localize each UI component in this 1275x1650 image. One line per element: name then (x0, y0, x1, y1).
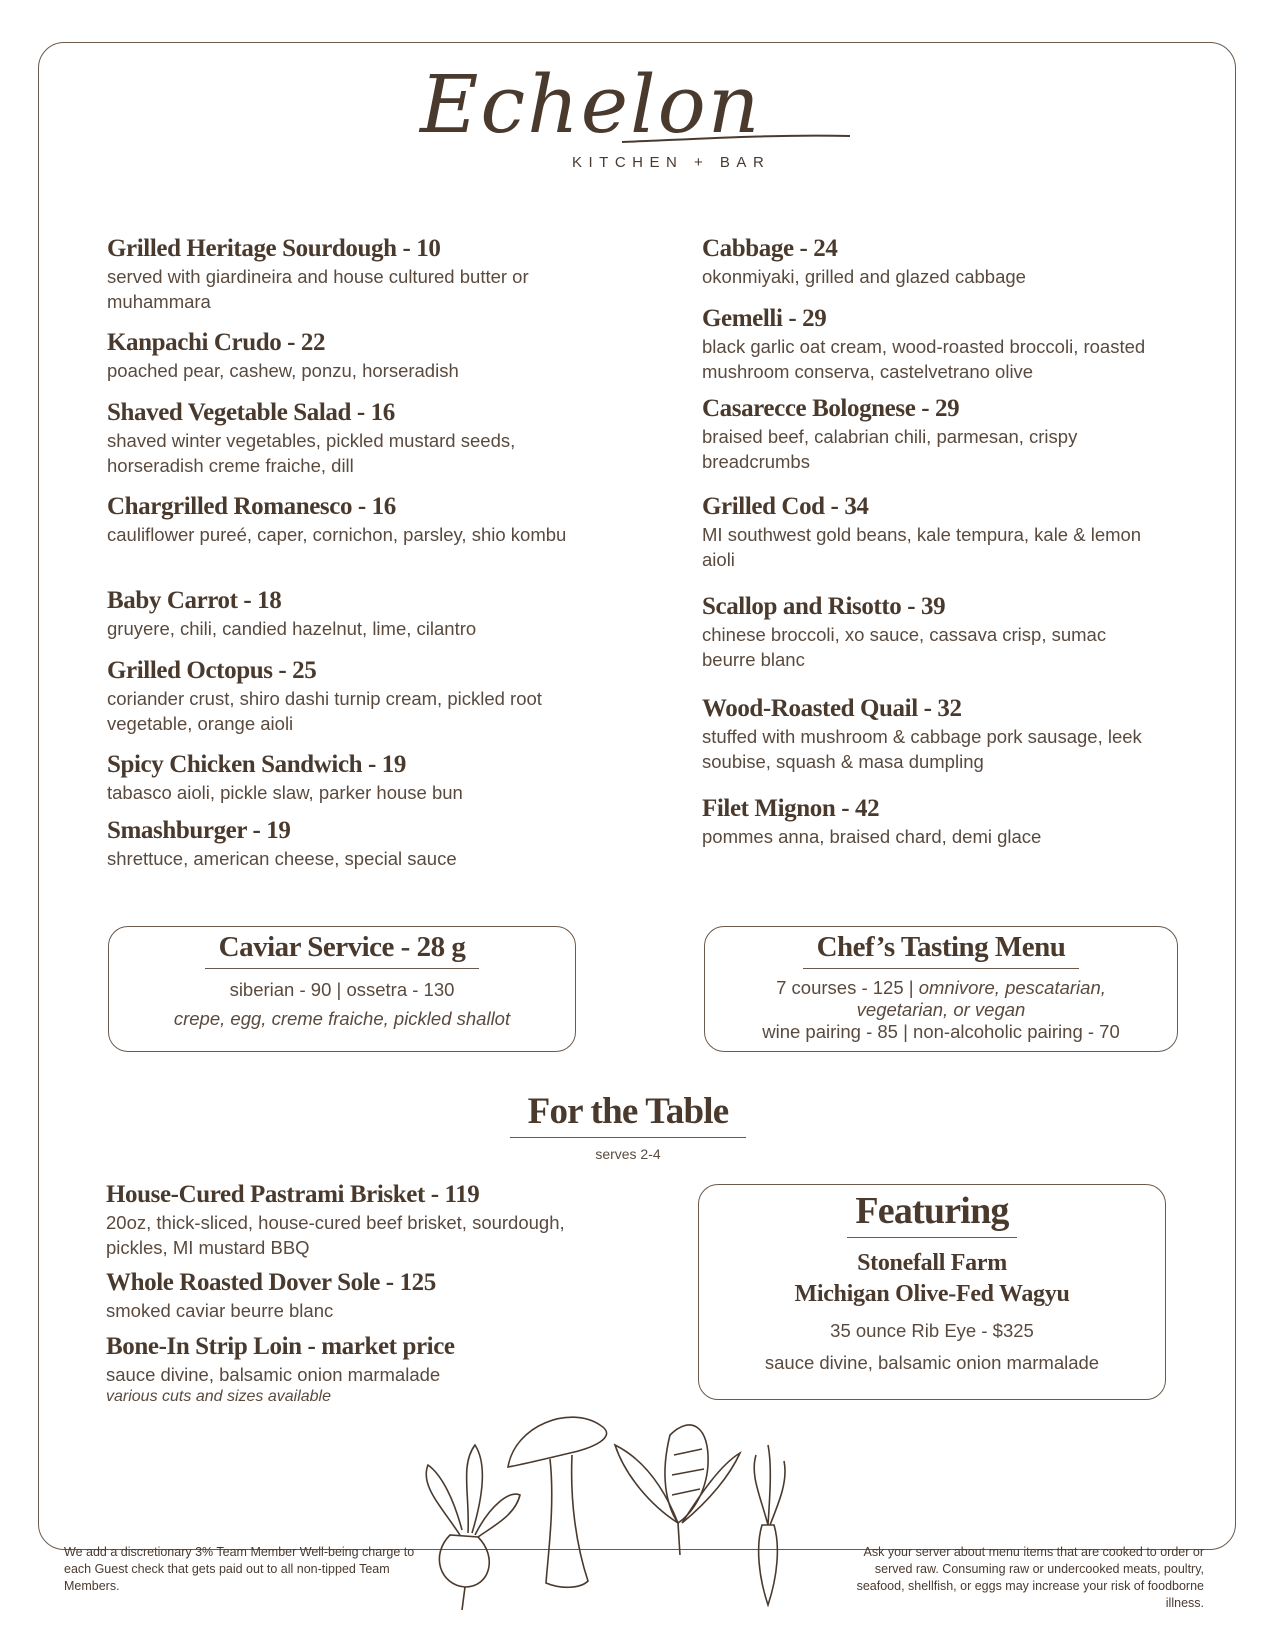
item-desc: poached pear, cashew, ponzu, horseradish (107, 360, 459, 381)
item-title: Grilled Cod - 34 (702, 493, 869, 520)
item-desc: okonmiyaki, grilled and glazed cabbage (702, 266, 1026, 287)
table-item (106, 1268, 606, 1323)
item-title: Shaved Vegetable Salad - 16 (107, 399, 395, 426)
corn-icon (615, 1425, 740, 1555)
item-title: Gemelli - 29 (702, 305, 827, 332)
item-title: Spicy Chicken Sandwich - 19 (107, 751, 406, 778)
tasting-pairings: wine pairing - 85 | non-alcoholic pairing - 70 (762, 1021, 1120, 1042)
item-desc: black garlic oat cream, wood-roasted broccoli, roasted mushroom conserva, castelvetrano olive (702, 336, 1146, 382)
item-desc: cauliflower pureé, caper, cornichon, parsley, shio kombu (107, 524, 567, 545)
brand-logo (400, 58, 880, 178)
caviar-title: Caviar Service - 28 g (205, 931, 480, 969)
raw-food-advisory: Ask your server about menu items that are cooked to order or served raw. Consuming raw or undercooked meats, poultry, seafood, shellfish, or eggs may increase your risk of foodborne illness. (856, 1545, 1204, 1610)
item-title: Grilled Octopus - 25 (107, 657, 317, 684)
tasting-title: Chef’s Tasting Menu (803, 931, 1080, 969)
item-desc: served with giardineira and house cultured butter or muhammara (107, 266, 529, 312)
carrot-icon (754, 1445, 785, 1605)
item-title: Cabbage - 24 (702, 235, 838, 262)
item-desc: pommes anna, braised chard, demi glace (702, 826, 1042, 847)
tasting-diets: omnivore, pescatarian, (918, 977, 1106, 998)
menu-item (702, 794, 1162, 849)
featuring-farm: Stonefall Farm (857, 1250, 1007, 1276)
featuring-box (698, 1184, 1166, 1400)
menu-item (702, 592, 1162, 672)
item-title: Smashburger - 19 (107, 817, 291, 844)
menu-item (107, 656, 577, 736)
item-title: Chargrilled Romanesco - 16 (107, 493, 396, 520)
tasting-price: 7 courses - 125 | (776, 977, 919, 998)
item-title: Wood-Roasted Quail - 32 (702, 695, 962, 722)
menu-item (702, 694, 1162, 774)
menu-item (107, 234, 577, 314)
caviar-service-box (108, 926, 576, 1052)
serves-note: serves 2-4 (595, 1146, 661, 1162)
brand-name: Echelon (420, 58, 762, 151)
menu-item (107, 586, 577, 641)
menu-item (107, 398, 577, 478)
item-title: Baby Carrot - 18 (107, 587, 282, 614)
item-desc: braised beef, calabrian chili, parmesan, crispy breadcrumbs (702, 426, 1078, 472)
item-desc: shaved winter vegetables, pickled mustard seeds, horseradish creme fraiche, dill (107, 430, 516, 476)
item-title: House-Cured Pastrami Brisket - 119 (106, 1181, 480, 1208)
menu-item (702, 234, 1162, 289)
item-desc: smoked caviar beurre blanc (106, 1300, 334, 1321)
item-desc: tabasco aioli, pickle slaw, parker house bun (107, 782, 463, 803)
tasting-diets-cont: vegetarian, or vegan (856, 999, 1026, 1020)
item-desc: shrettuce, american cheese, special sauce (107, 848, 457, 869)
item-desc: MI southwest gold beans, kale tempura, kale & lemon aioli (702, 524, 1142, 570)
menu-item (107, 328, 577, 383)
caviar-prices: siberian - 90 | ossetra - 130 (229, 979, 455, 1000)
menu-item (702, 492, 1162, 572)
item-title: Whole Roasted Dover Sole - 125 (106, 1269, 436, 1296)
service-charge-note: We add a discretionary 3% Team Member Well-being charge to each Guest check that gets paid out to all non-tipped Team Members. (64, 1545, 415, 1593)
item-desc: 20oz, thick-sliced, house-cured beef brisket, sourdough, pickles, MI mustard BBQ (106, 1212, 565, 1258)
item-note: various cuts and sizes available (106, 1388, 332, 1405)
featuring-title: Featuring (847, 1189, 1016, 1238)
item-title: Bone-In Strip Loin - market price (106, 1333, 455, 1360)
menu-item (107, 492, 577, 547)
featuring-cut-price: 35 ounce Rib Eye - $325 (830, 1320, 1034, 1341)
item-title: Scallop and Risotto - 39 (702, 593, 946, 620)
item-title: Grilled Heritage Sourdough - 10 (107, 235, 441, 262)
table-item (106, 1180, 606, 1260)
mushroom-icon (508, 1417, 607, 1587)
caviar-accompaniments: crepe, egg, creme fraiche, pickled shallot (173, 1008, 511, 1029)
item-desc: sauce divine, balsamic onion marmalade (106, 1364, 441, 1385)
featuring-wagyu: Michigan Olive-Fed Wagyu (794, 1281, 1070, 1307)
item-title: Kanpachi Crudo - 22 (107, 329, 326, 356)
menu-item (702, 394, 1162, 474)
table-item (106, 1332, 606, 1407)
menu-item (107, 750, 577, 805)
for-the-table-heading: For the Table (510, 1090, 746, 1138)
item-title: Casarecce Bolognese - 29 (702, 395, 960, 422)
featuring-sauce: sauce divine, balsamic onion marmalade (764, 1352, 1100, 1373)
item-desc: chinese broccoli, xo sauce, cassava crisp, sumac beurre blanc (702, 624, 1107, 670)
item-title: Filet Mignon - 42 (702, 795, 880, 822)
vegetable-illustration (420, 1405, 850, 1615)
item-desc: coriander crust, shiro dashi turnip cream, pickled root vegetable, orange aioli (107, 688, 542, 734)
brand-tagline: KITCHEN + BAR (572, 154, 771, 171)
menu-item (702, 304, 1162, 384)
menu-item (107, 816, 577, 871)
item-desc: gruyere, chili, candied hazelnut, lime, cilantro (107, 618, 477, 639)
tasting-menu-box (704, 926, 1178, 1052)
item-desc: stuffed with mushroom & cabbage pork sausage, leek soubise, squash & masa dumpling (702, 726, 1142, 772)
tasting-courses (705, 977, 1177, 999)
